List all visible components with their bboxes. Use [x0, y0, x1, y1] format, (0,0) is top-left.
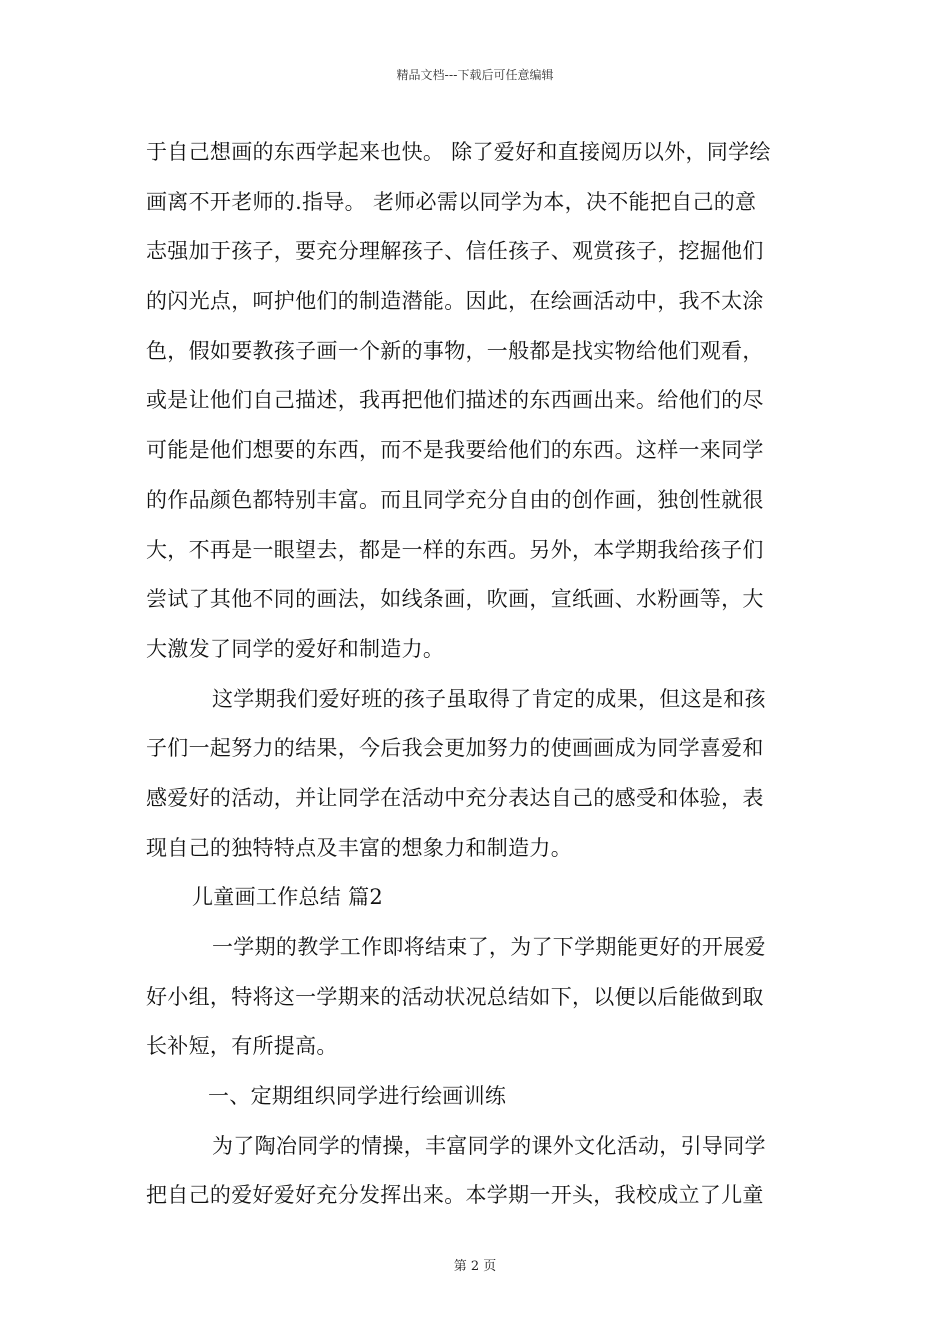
body-line: 的作品颜色都特别丰富。而且同学充分自由的创作画，独创性就很 [146, 487, 764, 512]
page-header: 精品文档---下载后可任意编辑 [396, 68, 554, 82]
body-line: 子们一起努力的结果，今后我会更加努力的使画画成为同学喜爱和 [146, 736, 764, 761]
body-line: 尝试了其他不同的画法，如线条画，吹画，宣纸画、水粉画等，大 [146, 587, 764, 612]
body-line: 志强加于孩子，要充分理解孩子、信任孩子、观赏孩子，挖掘他们 [146, 239, 764, 264]
body-line: 大激发了同学的爱好和制造力。 [146, 636, 445, 661]
paragraph-first-line: 这学期我们爱好班的孩子虽取得了肯定的成果，但这是和孩 [212, 686, 766, 711]
body-line: 于自己想画的东西学起来也快。 除了爱好和直接阅历以外，同学绘 [146, 140, 771, 164]
page-footer [0, 1255, 950, 1274]
paragraph-first-line: 为了陶冶同学的情操，丰富同学的课外文化活动，引导同学 [212, 1133, 766, 1158]
body-line: 好小组，特将这一学期来的活动状况总结如下，以便以后能做到取 [146, 984, 764, 1009]
paragraph-first-line: 一学期的教学工作即将结束了，为了下学期能更好的开展爱 [212, 935, 766, 959]
body-line: 可能是他们想要的东西，而不是我要给他们的东西。这样一来同学 [146, 438, 764, 463]
document-body [146, 128, 811, 1221]
footer-prefix: 第 [453, 1259, 467, 1274]
body-line: 把自己的爱好爱好充分发挥出来。本学期一开头，我校成立了儿童 [146, 1183, 764, 1208]
footer-suffix: 页 [483, 1259, 497, 1274]
body-line: 的闪光点，呵护他们的制造潜能。因此，在绘画活动中，我不太涂 [146, 289, 764, 314]
body-line: 画离不开老师的.指导。 老师必需以同学为本，决不能把自己的意 [146, 189, 757, 214]
page-number: 2 [470, 1259, 480, 1274]
body-line: 感爱好的活动，并让同学在活动中充分表达自己的感受和体验，表 [146, 785, 764, 810]
subsection-heading: 一、定期组织同学进行绘画训练 [208, 1084, 507, 1109]
body-line: 色，假如要教孩子画一个新的事物，一般都是找实物给他们观看， [146, 338, 764, 363]
body-line: 大，不再是一眼望去，都是一样的东西。另外，本学期我给孩子们 [146, 537, 764, 562]
body-line: 或是让他们自己描述，我再把他们描述的东西画出来。给他们的尽 [146, 388, 764, 413]
body-line: 现自己的独特特点及丰富的想象力和制造力。 [146, 835, 572, 860]
body-line: 长补短，有所提高。 [146, 1034, 338, 1059]
section-heading: 儿童画工作总结 篇2 [192, 885, 384, 910]
